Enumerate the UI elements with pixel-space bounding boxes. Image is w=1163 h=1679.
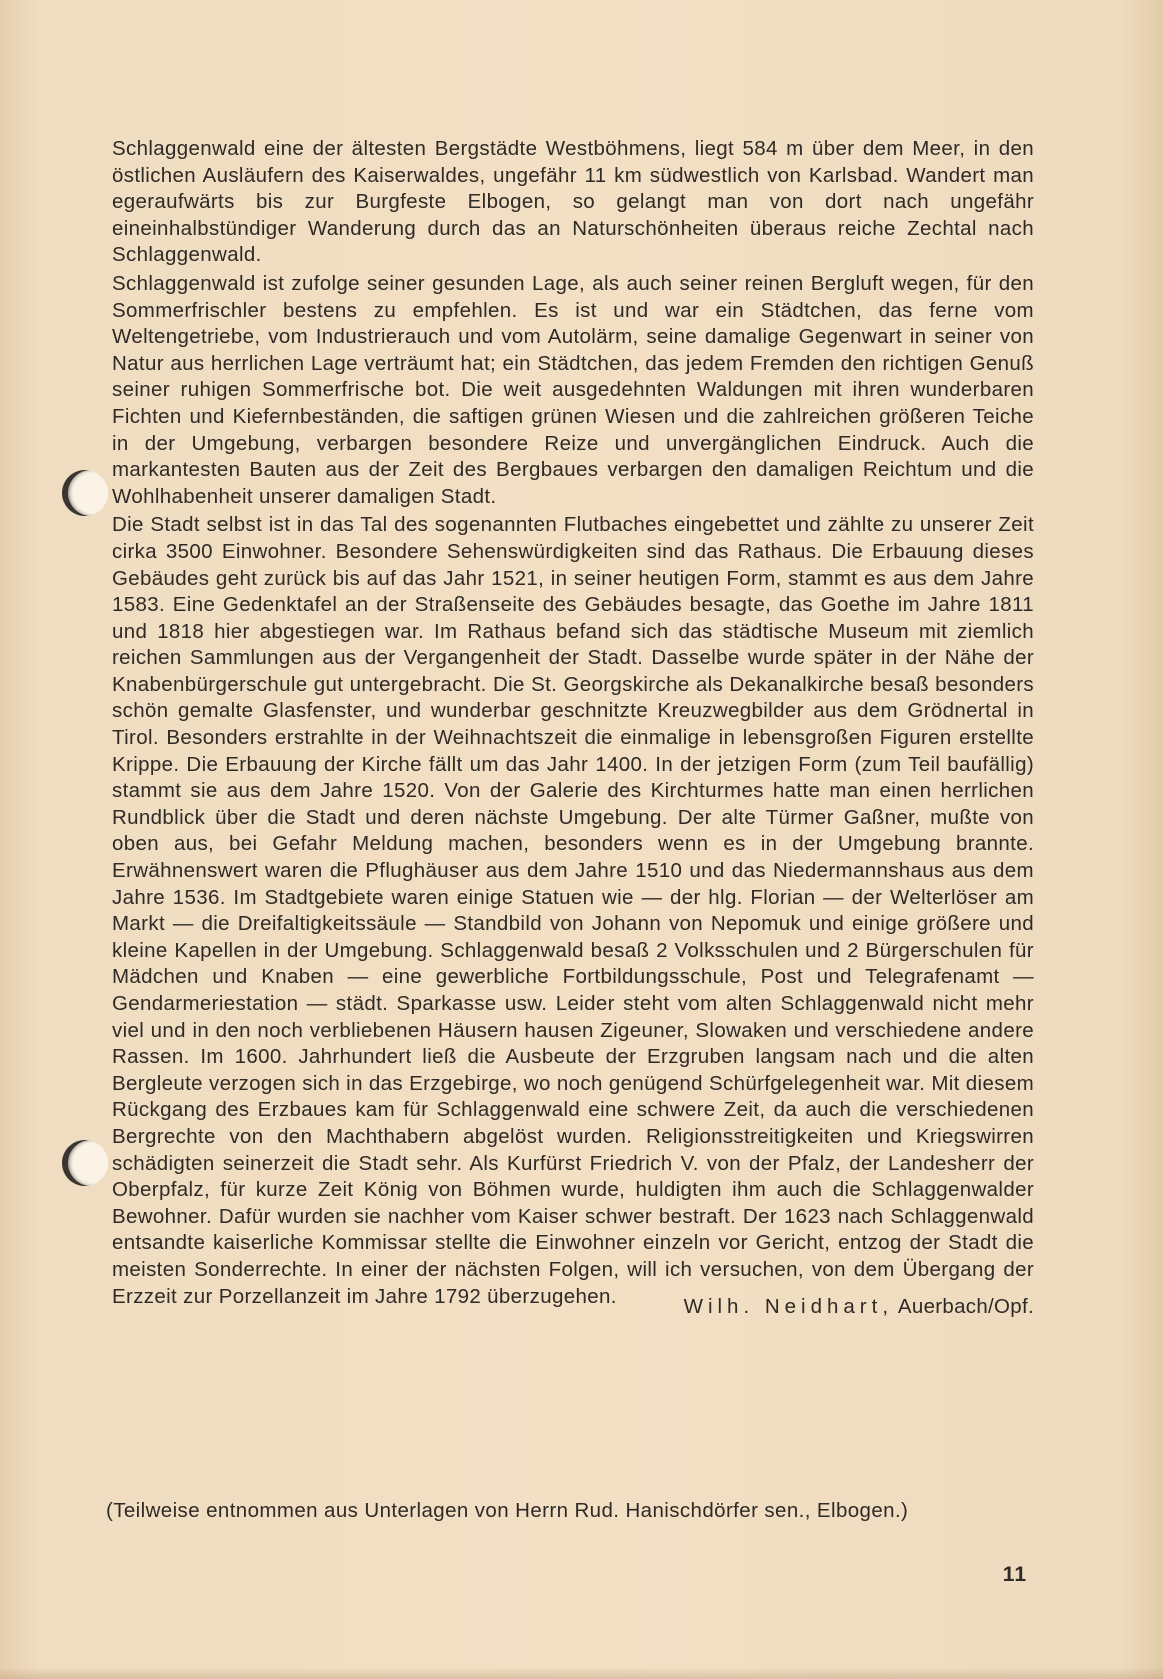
author-place: Auerbach/Opf. [897,1295,1034,1319]
punch-hole-top [62,470,108,516]
punch-hole-bottom [62,1140,108,1186]
page-edge-shadow [0,1667,1163,1679]
article-body [112,136,1034,1320]
paragraph-climate: Schlaggenwald ist zufolge seiner gesunden Lage, als auch seiner reinen Bergluft wegen, für den Sommerfrischler bestens zu empfehlen. Es ist und war ein Städtchen, das ferne vom Weltengetriebe, vom Industrierauch und vom Autolärm, seine damalige Gegenwart in seiner von Natur aus herrlichen Lage verträumt hat; ein Städtchen, das jedem Fremden den richtigen Genuß seiner ruhigen Sommerfrische bot. Die weit ausgedehnten Waldungen mit ihren wunderbaren Fichten und Kiefernbeständen, die saftigen grünen Wiesen und die zahlreichen größeren Teiche in der Umgebung, verbargen besondere Reize und unvergänglichen Eindruck. Auch die markantesten Bauten aus der Zeit des Bergbaues verbargen den damaligen Reichtum und die Wohlhabenheit unserer damaligen Stadt. [112,271,1034,508]
signature [684,1294,1034,1321]
source-note: (Teilweise entnommen aus Unterlagen von Herrn Rud. Hanischdörfer sen., Elbogen.) [106,1499,909,1522]
signature-row [112,1286,1034,1320]
paragraph-location: Schlaggenwald eine der ältesten Bergstädte Westböhmens, liegt 584 m über dem Meer, in den östlichen Ausläufern des Kaiserwaldes, ungefähr 11 km südwestlich von Karlsbad. Wandert man egeraufwärts bis zur Burgfeste Elbogen, so gelangt man von dort nach ungefähr eineinhalbstündiger Wanderung durch das an Naturschönheiten überaus reiche Zechtal nach Schlaggenwald. [112,137,1034,267]
paragraph-history: Die Stadt selbst ist in das Tal des sogenannten Flutbaches eingebettet und zählte zu unserer Zeit cirka 3500 Einwohner. Besondere Sehenswürdigkeiten sind das Rathaus. Die Erbauung dieses Gebäudes geht zurück bis auf das Jahr 1521, in seiner heutigen Form, stammt es aus dem Jahre 1583. Eine Gedenktafel an der Straßenseite des Gebäudes besagte, das Goethe im Jahre 1811 und 1818 hier abgestiegen war. Im Rathaus befand sich das städtische Museum mit ziemlich reichen Sammlungen aus der Vergangenheit der Stadt. Dasselbe wurde später in der Nähe der Knabenbürgerschule gut untergebracht. Die St. Georgskirche als Dekanalkirche besaß besonders schön gemalte Glasfenster, und wunderbar geschnitzte Kreuzwegbilder aus dem Grödnertal in Tirol. Besonders erstrahlte in der Weihnachtszeit die einmalige in lebensgroßen Figuren erstellte Krippe. Die Erbauung der Kirche fällt um das Jahr 1400. In der jetzigen Form (zum Teil baufällig) stammt sie aus dem Jahre 1520. Von der Galerie des Kirchturmes hatte man einen herrlichen Rundblick über die Stadt und deren nächste Umgebung. Der alte Türmer Gaßner, mußte von oben aus, bei Gefahr Meldung machen, besonders wenn es in der Umgebung brannte. Erwähnenswert waren die Pflughäuser aus dem Jahre 1510 und das Niedermannshaus aus dem Jahre 1536. Im Stadtgebiete waren einige Statuen wie — der hlg. Florian — der Welterlöser am Markt — die Dreifaltigkeitssäule — Standbild von Johann von Nepomuk und einige größere und kleine Kapellen in der Umgebung. Schlaggenwald besaß 2 Volksschulen und 2 Bürgerschulen für Mädchen und Knaben — eine gewerbliche Fortbildungsschule, Post und Telegrafenamt — Gendarmeriestation — städt. Sparkasse usw. Leider steht vom alten Schlaggenwald nicht mehr viel und in den noch verbliebenen Häusern hausen Zigeuner, Slowaken und verschiedene andere Rassen. Im 1600. Jahrhundert ließ die Ausbeute der Erzgruben langsam nach und die alten Bergleute verzogen sich in das Erzgebirge, wo noch genügend Schürfgelegenheit war. Mit diesem Rückgang des Erzbaues kam für Schlaggenwald eine schwere Zeit, da auch die verschiedenen Bergrechte von den Machthabern abgelöst wurden. Religionsstreitigkeiten und Kriegswirren schädigten seinerzeit die Stadt sehr. Als Kurfürst Friedrich V. von der Pfalz, der Landesherr der Oberpfalz, für kurze Zeit König von Böhmen wurde, huldigten ihm auch die Schlaggenwalder Bewohner. Dafür wurden sie nachher vom Kaiser schwer bestraft. Der 1623 nach Schlaggenwald entsandte kaiserliche Kommissar stellte die Einwohner einzeln vor Gericht, entzog der Stadt die meisten Sonderrechte. In einer der nächsten Folgen, will ich versuchen, von dem Übergang der Erzzeit zur Porzellanzeit im Jahre 1792 überzugehen. [112,513,1034,1308]
page-number: 11 [1002,1563,1027,1586]
author-name: Wilh. Neidhart, [683,1295,894,1319]
